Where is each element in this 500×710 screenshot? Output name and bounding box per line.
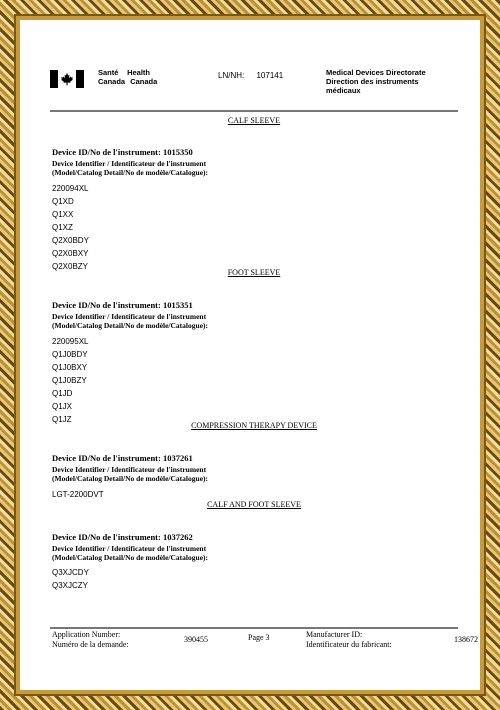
application-number-label — [52, 630, 129, 650]
application-number-value: 390455 — [184, 635, 208, 644]
device-id: Device ID/No de l'instrument: 1037261 — [52, 453, 193, 463]
agency-fr-2: Canada — [130, 77, 158, 86]
ln-label: LN/NH: — [218, 71, 245, 80]
model-code: Q1J0BZY — [52, 376, 87, 385]
footer-rule — [50, 627, 458, 629]
agency-en-2: Canada — [98, 77, 126, 86]
model-code: Q2X0BDY — [52, 236, 89, 245]
device-identifier-label — [52, 312, 208, 330]
model-codes — [52, 182, 89, 273]
device-id: Device ID/No de l'instrument: 1015351 — [52, 300, 193, 310]
app-label-fr: Numéro de la demande: — [52, 640, 129, 649]
model-code: Q2X0BXY — [52, 249, 89, 258]
identifier-line-1: Device Identifier / Identificateur de l'instrument — [52, 312, 207, 321]
identifier-line-2: (Model/Catalog Detail/No de modèle/Catalogue): — [52, 321, 209, 330]
model-code: 220094XL — [52, 184, 89, 193]
maple-leaf-icon — [60, 72, 74, 86]
mfr-label-en: Manufacturer ID: — [306, 630, 363, 639]
model-code: Q1J0BDY — [52, 350, 88, 359]
model-code: Q1J0BXY — [52, 363, 88, 372]
section-title: FOOT SLEEVE — [227, 268, 281, 277]
device-identifier-label — [52, 465, 208, 483]
identifier-line-1: Device Identifier / Identificateur de l'instrument — [52, 465, 207, 474]
model-code: Q2X0BZY — [52, 262, 89, 271]
agency-name — [98, 68, 157, 86]
agency-en-1: Health — [127, 68, 151, 77]
model-code: Q1XD — [52, 197, 74, 206]
manufacturer-id-label — [306, 630, 392, 650]
identifier-line-1: Device Identifier / Identificateur de l'instrument — [52, 544, 207, 553]
directorate-en: Medical Devices Directorate — [326, 68, 426, 77]
model-code: Q1XZ — [52, 223, 73, 232]
header-rule — [50, 110, 458, 112]
directorate-fr: Direction des instruments médicaux — [326, 77, 419, 95]
section-title: COMPRESSION THERAPY DEVICE — [191, 421, 317, 430]
footer — [50, 630, 478, 660]
ln-value: 107141 — [256, 71, 284, 80]
model-code: Q1JD — [52, 389, 73, 398]
model-code: Q1JZ — [52, 415, 72, 424]
identifier-line-2: (Model/Catalog Detail/No de modèle/Catalogue): — [52, 474, 209, 483]
canada-flag-icon — [50, 70, 84, 88]
app-label-en: Application Number: — [52, 630, 121, 639]
mfr-label-fr: Identificateur du fabricant: — [306, 640, 392, 649]
identifier-line-2: (Model/Catalog Detail/No de modèle/Catalogue): — [52, 553, 209, 562]
section-title: CALF AND FOOT SLEEVE — [207, 500, 301, 509]
device-id: Device ID/No de l'instrument: 1037262 — [52, 532, 193, 542]
model-code: Q1JX — [52, 402, 73, 411]
model-code: 220095XL — [52, 337, 89, 346]
model-code: Q3XJCDY — [52, 568, 89, 577]
section-title: CALF SLEEVE — [227, 116, 281, 125]
identifier-line-1: Device Identifier / Identificateur de l'instrument — [52, 159, 207, 168]
agency-fr-1: Santé — [98, 68, 119, 77]
header — [50, 68, 450, 98]
certificate-page — [24, 24, 476, 686]
device-identifier-label — [52, 159, 208, 177]
license-number — [218, 71, 293, 80]
directorate — [326, 68, 450, 95]
model-codes — [52, 335, 88, 426]
device-id: Device ID/No de l'instrument: 1015350 — [52, 147, 193, 157]
model-code: Q1XX — [52, 210, 74, 219]
model-code: Q3XJCZY — [52, 581, 89, 590]
model-code: LGT-2200DVT — [52, 490, 104, 499]
identifier-line-2: (Model/Catalog Detail/No de modèle/Catalogue): — [52, 168, 209, 177]
manufacturer-id-value: 138672 — [454, 635, 478, 644]
model-codes — [52, 566, 89, 592]
device-identifier-label — [52, 544, 208, 562]
page-number: Page 3 — [248, 633, 270, 642]
